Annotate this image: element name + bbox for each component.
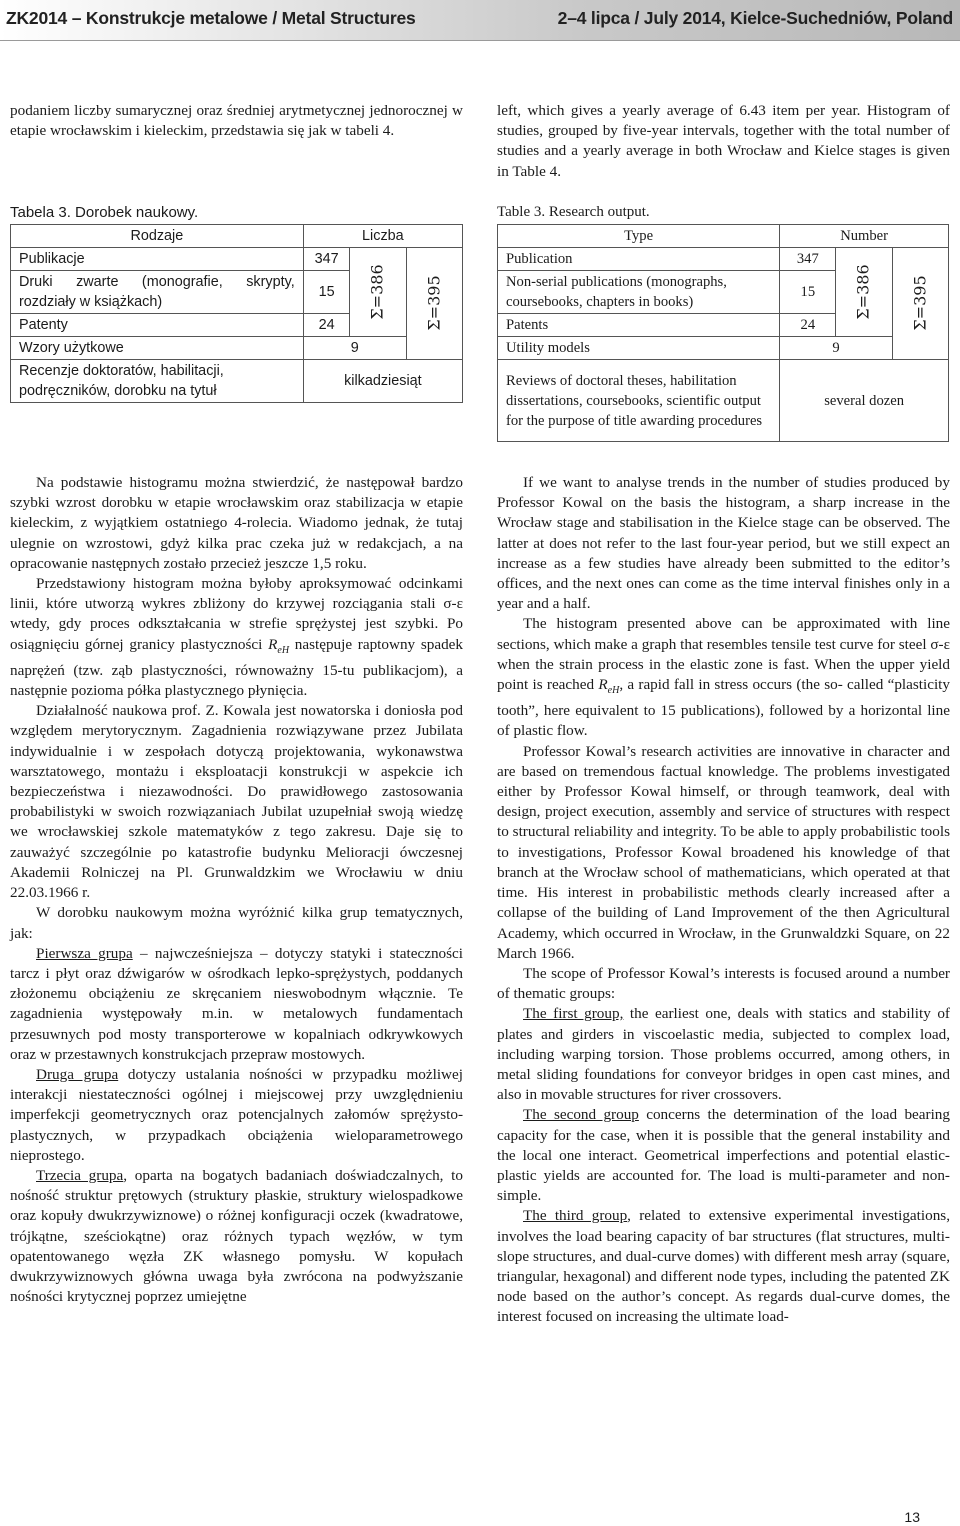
yield-symbol: R <box>268 635 278 653</box>
table-en-header-number: Number <box>780 225 949 248</box>
left-paragraph-histogram: Na podstawie histogramu można stwierdzić, że następował bardzo szybki wzrost dorobku w etapie wrocławskim oraz stabilizacja w etapie kieleckim, z wyjątkiem ostatniego 4-rolecia. Wiadomo jednak, że tutaj ulegnie on wzrostowi, gdyż kilka prac czeka już w redakcjach, a na opracowanie następnych zostało przecież jeszcze 1,5 roku. <box>10 474 463 572</box>
table-en-row-label: Reviews of doctoral theses, habilitation dissertations, coursebooks, scientific output for the purpose of title awarding procedures <box>498 360 780 442</box>
group-2-label: The second group <box>523 1106 639 1124</box>
left-intro-column <box>10 101 463 141</box>
table-en-row-label: Patents <box>498 314 780 337</box>
header-title: ZK2014 – Konstrukcje metalowe / Metal Structures <box>6 8 416 28</box>
table-pl-sum-395: Σ=395 <box>406 248 462 360</box>
right-paragraph-histogram: If we want to analyse trends in the number of studies produced by Professor Kowal on the basis the histogram, a sharp increase in the Wrocław stage and stabilisation in the Kielce stage can be observed. The latter at does not refer to the last four-year period, but we still expect an increase as a few studies have already been submitted to the editor’s offices, and the next ones can come as the time interval finishes only in a year and a half. <box>497 474 950 613</box>
table-en-row-label: Publication <box>498 248 780 271</box>
right-paragraph-group-2: The second group concerns the determination of the load bearing capacity for the case, when it is possible that the general instability and the local one interact. Geometrical imperfections and potential elastic-plastic yields are accounted for. The load is multi-parameter and non-simple. <box>497 1106 950 1205</box>
table-en-sum-386: Σ=386 <box>836 248 892 337</box>
left-body-column <box>10 473 463 1307</box>
group-3-label: Trzecia grupa <box>36 1166 124 1184</box>
group-1-label: Pierwsza grupa <box>36 944 133 962</box>
left-paragraph-group-3: Trzecia grupa, oparta na bogatych badaniach doświadczalnych, to nośność struktur prętowych (struktury płaskie, struktury wielospadkowe oraz kopuły dwukrzywiznowe) o różnej konfiguracji oczek (kwadratowe, trójkątne, sześciokątne) oraz różnych typach węzłów, w tym opatentowanego węzła ZK własnego pomysłu. W kopułach dwukrzywiznowych główna uwaga była zwrócona na podwyższanie nośności krytycznej poprzez umiejętne <box>10 1166 463 1306</box>
table-pl-row-value: 15 <box>303 271 350 314</box>
right-paragraph-group-3: The third group, related to extensive experimental investigations, involves the load bearing capacity of bar structures (flat structures, multi-slope structures, and dual-curve domes) with different mesh array (square, triangular, hexagonal) and different node types, including the patented ZK node based on the author’s concept. As regards dual-curve domes, the interest focused on increasing the ultimate load- <box>497 1207 950 1326</box>
table-pl-caption: Tabela 3. Dorobek naukowy. <box>10 204 199 221</box>
right-paragraph-activity: Professor Kowal’s research activities are innovative in character and are based on tremendous factual knowledge. The problems investigated either by Professor Kowal himself, or through teamwork, deal with design, project execution, assembly and service of structures with respect to structural reliability and integrity. To be able to apply probabilistic tools to investigations, Professor Kowal broadened his knowledge of that branch at the Wrocław school of mathematicians, which operated at that time. His interest in probabilistic methods clearly increased after a collapse of the building of Land Improvement of the then Agricultural Academy, which occurred in Wrocław, in the Grunwaldzki Square, on 22 March 1966. <box>497 742 950 962</box>
table-en <box>497 224 949 442</box>
left-paragraph-group-1: Pierwsza grupa – najwcześniejsza – dotyczy statyki i stateczności tarcz i płyt oraz dźwigarów w ośrodkach lepko-sprężystych, poddanych złożonemu obciążeniu ze skręcaniem nieswobodnym włącznie. Te zagadnienia występowały m.in. w metalowych fundamentach przesuwnych pod mosty transporterowe w kopalniach odkrywkowych oraz w przestawnych konstrukcjach przepraw mostowych. <box>10 944 463 1063</box>
table-en-sum-395: Σ=395 <box>892 248 948 360</box>
table-en-row-value: 15 <box>780 271 836 314</box>
table-pl-row-label: Patenty <box>11 314 304 337</box>
table-pl-sum-386: Σ=386 <box>350 248 406 337</box>
table-pl-row-value: 347 <box>303 248 350 271</box>
table-en-row-value: several dozen <box>780 360 949 442</box>
left-paragraph-approximation: Przedstawiony histogram można byłoby aproksymować odcinkami linii, które utworzą wykres zbliżony do krzywej rozciągania stali σ-ε wtedy, gdy proces odkształcania w strefie sprężystej jest szybki. Po osiągnięciu górnej granicy plastyczności $R_{eH}$ następuje raptowny spadek naprężeń (tzw. ząb plastyczności, równoważny 15-tu publikacjom), a następnie pozioma półka plastycznego płynięcia. <box>10 575 464 700</box>
right-paragraph-groups-intro: The scope of Professor Kowal’s interests is focused around a number of thematic groups: <box>497 964 950 1003</box>
table-pl-header-number: Liczba <box>303 225 462 248</box>
table-pl-row-label: Wzory użytkowe <box>11 337 304 360</box>
yield-symbol: R <box>598 676 608 694</box>
table-pl-row-label: Druki zwarte (monografie, skrypty, rozdziały w książkach) <box>11 271 304 314</box>
right-intro-paragraph: left, which gives a yearly average of 6.43 item per year. Histogram of studies, grouped by five-year intervals, together with the total number of studies and a yearly average in both Wrocław and Kielce stages is given in Table 4. <box>497 102 950 180</box>
right-paragraph-approximation: The histogram presented above can be approximated with line sections, which make a graph that resembles tensile test curve for steel σ-ε when the strain process in the elastic zone is fast. When the upper yield point is reached $R_{eH}$, a rapid fall in stress occurs (the so- called “plasticity tooth”, here equivalent to 15 publications), followed by a horizontal line of plastic flow. <box>497 615 950 740</box>
sigma-epsilon-symbol: σ-ε <box>443 595 463 613</box>
left-intro-paragraph: podaniem liczby sumarycznej oraz średniej arytmetycznej jednorocznej w etapie wrocławskim i kieleckim, przedstawia się jak w tabeli 4. <box>10 102 463 140</box>
group-1-label: The first group, <box>523 1005 624 1023</box>
left-paragraph-groups-intro: W dorobku naukowym można wyróżnić kilka grup tematycznych, jak: <box>10 904 463 942</box>
table-en-row-label: Utility models <box>498 337 780 360</box>
table-en-row-label: Non-serial publications (monographs, coursebooks, chapters in books) <box>498 271 780 314</box>
group-3-label: The third group <box>523 1207 628 1225</box>
right-intro-column <box>497 101 950 182</box>
right-body-column <box>497 473 950 1328</box>
table-en-row-value: 9 <box>780 337 893 360</box>
left-paragraph-group-2: Druga grupa dotyczy ustalania nośności w przypadku możliwej interakcji niestateczności ogólnej i miejscowej przy uwzględnieniu imperfekcji geometrycznych oraz potencjalnych załomów sprężysto-plastycznych, w przypadkach obciążenia wieloparametrowego nieprostego. <box>10 1065 463 1164</box>
header-date-location: 2–4 lipca / July 2014, Kielce-Suchedniów, Poland <box>557 8 953 28</box>
left-paragraph-activity: Działalność naukowa prof. Z. Kowala jest nowatorska i doniosła pod względem merytorycznym. Zagadnienia rozwiązywane przez Jubilata indywidualnie i w zespołach dotyczą projektowania, wykonawstwa warsztatowego, montażu i eksploatacji konstrukcji w aspekcie ich bezpieczeństwa i niezawodności. Do prawidłowego zastosowania probabilistyki w swoich rozwiązaniach Jubilat uzupełniał swoją wiedzę we wrocławskiej szkole matematyków z tego zakresu. Daje się to zauważyć szczególnie po katastrofie budynku Melioracji ówczesnej Akademii Rolniczej na Pl. Grunwaldzkim we Wrocławiu w dniu 22.03.1966 r. <box>10 702 463 902</box>
sigma-epsilon-symbol: σ-ε <box>930 635 950 653</box>
table-pl-row-value: 9 <box>303 337 406 360</box>
page-number: 13 <box>904 1509 920 1525</box>
table-en-caption: Table 3. Research output. <box>497 204 650 220</box>
table-pl-row-label: Publikacje <box>11 248 304 271</box>
right-paragraph-group-1: The first group, the earliest one, deals with statics and stability of plates and girders in viscoelastic media, subjected to complex load, including warping torsion. Those problems occurred, among others, in metal sliding foundations for conveyor bridges in open cast mines, and also in movable structures for river crossovers. <box>497 1005 950 1104</box>
table-pl <box>10 224 463 403</box>
group-2-label: Druga grupa <box>36 1065 119 1083</box>
table-pl-header-type: Rodzaje <box>11 225 304 248</box>
table-pl-row-value: kilkadziesiąt <box>303 360 462 403</box>
table-en-row-value: 347 <box>780 248 836 271</box>
table-en-header-type: Type <box>498 225 780 248</box>
table-en-row-value: 24 <box>780 314 836 337</box>
conference-header <box>0 0 960 41</box>
table-pl-row-label: Recenzje doktoratów, habilitacji, podręczników, dorobku na tytuł <box>11 360 304 403</box>
table-pl-row-value: 24 <box>303 314 350 337</box>
